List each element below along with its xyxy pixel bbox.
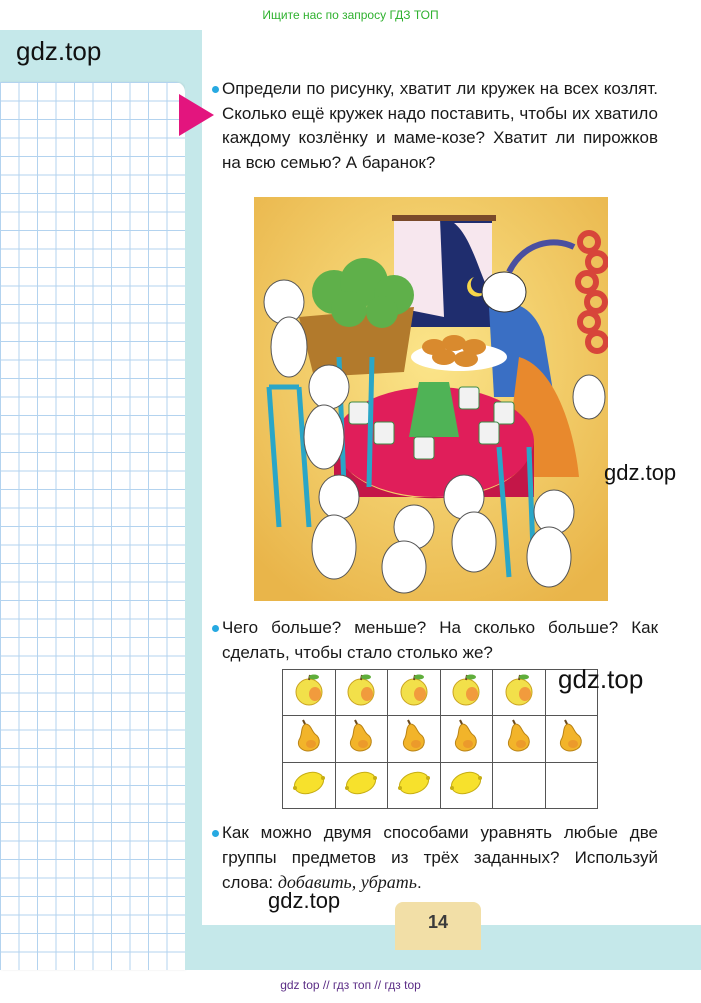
task-2 xyxy=(222,616,658,665)
watermark-right-1: gdz.top xyxy=(604,460,677,485)
bullet-icon xyxy=(212,625,219,632)
bullet-icon xyxy=(212,86,219,93)
margin-divider xyxy=(185,30,202,970)
task-3-keywords: добавить, убрать xyxy=(277,872,417,892)
fruit-cell xyxy=(283,762,336,808)
lemon-icon xyxy=(396,765,432,801)
fruit-cell xyxy=(440,670,493,716)
page-number: 14 xyxy=(427,912,449,932)
task-3-text: Как можно двумя способами уравнять любые две группы предметов из трёх заданных? Используй слова: xyxy=(222,823,658,892)
lemon-icon xyxy=(448,765,484,801)
apple-icon xyxy=(291,672,327,708)
fruit-cell xyxy=(283,670,336,716)
watermark-top-left: gdz.top xyxy=(16,36,102,66)
top-banner[interactable]: Ищите нас по запросу ГДЗ ТОП xyxy=(262,8,439,22)
pear-icon xyxy=(343,718,379,754)
task-1-text: Определи по рисунку, хватит ли кружек на всех козлят. Сколько ещё кружек надо поставить, чтобы их хватило каждому козлёнку и маме-козе? Хватит ли пирожков на всю семью? А баранок? xyxy=(222,79,658,172)
pear-icon xyxy=(553,718,589,754)
fruit-cell xyxy=(545,762,598,808)
fruit-cell xyxy=(335,670,388,716)
apple-icon xyxy=(501,672,537,708)
fruit-cell xyxy=(440,716,493,762)
fruit-cell xyxy=(388,716,441,762)
fruit-cell xyxy=(493,670,546,716)
fruit-cell xyxy=(388,670,441,716)
fruit-row-pear xyxy=(283,716,598,762)
watermark-right-2: gdz.top xyxy=(558,664,644,694)
apple-icon xyxy=(396,672,432,708)
fruit-row-apple xyxy=(283,670,598,716)
bullet-icon xyxy=(212,830,219,837)
footer-links[interactable]: gdz top // гдз топ // гдз top xyxy=(280,978,421,992)
lemon-icon xyxy=(343,765,379,801)
fruit-cell xyxy=(283,716,336,762)
graph-paper-margin xyxy=(0,82,185,970)
pear-icon xyxy=(291,718,327,754)
watermark-bottom: gdz.top xyxy=(268,888,341,913)
fruit-cell xyxy=(493,762,546,808)
lemon-icon xyxy=(291,765,327,801)
fruit-comparison-table xyxy=(282,669,598,809)
apple-icon xyxy=(343,672,379,708)
task-1 xyxy=(222,77,658,175)
task-3 xyxy=(222,821,658,896)
pear-icon xyxy=(501,718,537,754)
pear-icon xyxy=(448,718,484,754)
fruit-cell xyxy=(493,716,546,762)
fruit-cell xyxy=(388,762,441,808)
apple-icon xyxy=(448,672,484,708)
pear-icon xyxy=(396,718,432,754)
fruit-cell xyxy=(335,716,388,762)
pointer-arrow-icon xyxy=(179,94,214,136)
fruit-cell xyxy=(545,716,598,762)
task-3-end: . xyxy=(417,873,422,892)
fruit-cell xyxy=(440,762,493,808)
fruit-row-lemon xyxy=(283,762,598,808)
task-2-text: Чего больше? меньше? На сколько больше? Как сделать, чтобы стало столько же? xyxy=(222,618,658,662)
fruit-cell xyxy=(335,762,388,808)
goat-family-illustration xyxy=(254,197,608,601)
